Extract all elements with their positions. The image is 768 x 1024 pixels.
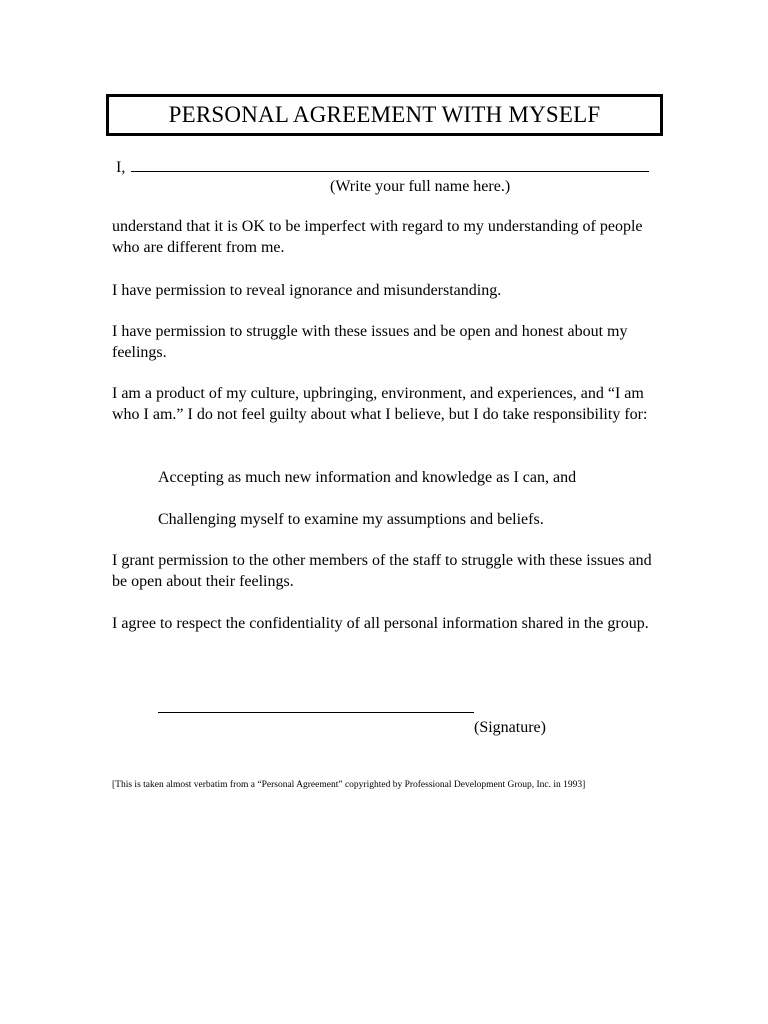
responsibility-item: Accepting as much new information and knowledge as I can, and [158,469,577,486]
name-blank-line[interactable] [131,156,649,172]
name-line [116,156,649,178]
page-title: PERSONAL AGREEMENT WITH MYSELF [168,102,601,127]
name-caption: (Write your full name here.) [330,178,511,195]
paragraph-reveal-ignorance: I have permission to reveal ignorance and misunderstanding. [112,282,502,299]
title-box [106,94,663,136]
signature-line[interactable] [158,712,474,713]
paragraph-confidentiality: I agree to respect the confidentiality of all personal information shared in the group. [112,615,649,632]
name-prefix: I, [116,159,126,176]
responsibility-item: Challenging myself to examine my assumptions and beliefs. [158,511,544,528]
source-footnote: [This is taken almost verbatim from a “Personal Agreement” copyrighted by Professional Development Group, Inc. in 1993] [112,780,586,790]
paragraph-struggle: I have permission to struggle with these issues and be open and honest about my feelings. [112,323,628,361]
paragraph-culture: I am a product of my culture, upbringing, environment, and experiences, and “I am who I am.” I do not feel guilty about what I believe, but I do take responsibility for: [112,385,648,423]
paragraph-grant-permission: I grant permission to the other members of the staff to struggle with these issues and be open about their feelings. [112,552,652,590]
signature-caption: (Signature) [474,719,546,736]
paragraph-understand: understand that it is OK to be imperfect with regard to my understanding of people who are different from me. [112,218,643,256]
